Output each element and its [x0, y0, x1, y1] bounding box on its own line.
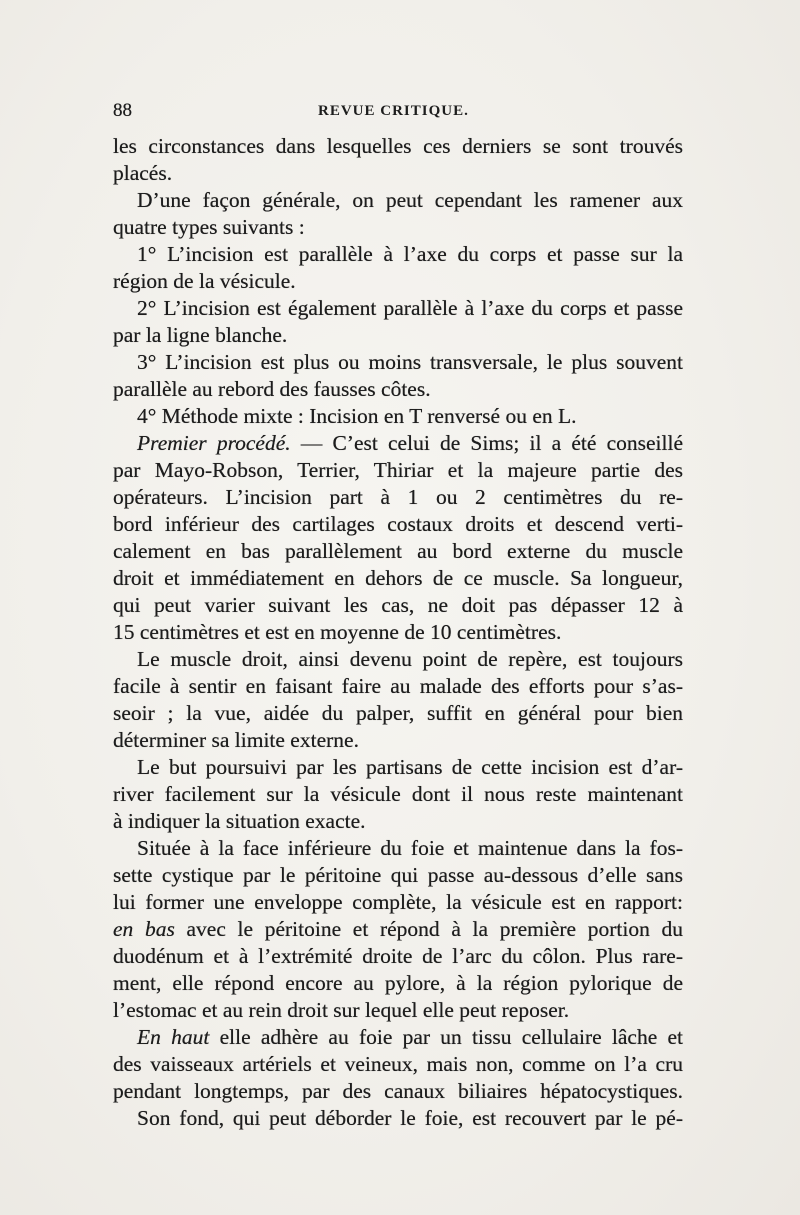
italic-phrase: En haut	[137, 1025, 210, 1049]
text-line: ment, elle répond encore au pylore, à la région pylorique de	[113, 971, 683, 995]
text-line: pendant longtemps, par des canaux biliaires hépatocystiques.	[113, 1079, 683, 1103]
text-line: D’une façon générale, on peut cependant les ramener aux	[137, 188, 683, 212]
italic-phrase: en bas	[113, 917, 175, 941]
text-line: duodénum et à l’extrémité droite de l’arc du côlon. Plus rare-	[113, 944, 683, 968]
text-line: seoir ; la vue, aidée du palper, suffit en général pour bien	[113, 701, 683, 725]
text-line: river facilement sur la vésicule dont il nous reste maintenant	[113, 782, 683, 806]
text-line: les circonstances dans lesquelles ces derniers se sont trouvés	[113, 134, 683, 158]
text-line: déterminer sa limite externe.	[113, 728, 359, 752]
text-line: à indiquer la situation exacte.	[113, 809, 366, 833]
text-line: 1° L’incision est parallèle à l’axe du corps et passe sur la	[137, 242, 683, 266]
text-line: sette cystique par le péritoine qui passe au-dessous d’elle sans	[113, 863, 683, 887]
running-title: REVUE CRITIQUE.	[318, 103, 469, 119]
text-line: par Mayo-Robson, Terrier, Thiriar et la majeure partie des	[113, 458, 683, 482]
text-line: parallèle au rebord des fausses côtes.	[113, 377, 431, 401]
text-line: des vaisseaux artériels et veineux, mais non, comme on l’a cru	[113, 1052, 683, 1076]
text-line: Le muscle droit, ainsi devenu point de repère, est toujours	[137, 647, 683, 671]
text-line: calement en bas parallèlement au bord externe du muscle	[113, 539, 683, 563]
text-line	[113, 1024, 683, 1051]
text-line: Située à la face inférieure du foie et maintenue dans la fos-	[137, 836, 683, 860]
text-line: 15 centimètres et est en moyenne de 10 centimètres.	[113, 620, 562, 644]
text-line: 4° Méthode mixte : Incision en T renversé ou en L.	[137, 404, 577, 428]
text-line: l’estomac et au rein droit sur lequel elle peut reposer.	[113, 998, 570, 1022]
italic-phrase: Premier procédé.	[137, 431, 291, 455]
line-text: elle adhère au foie par un tissu cellulaire lâche et	[219, 1025, 684, 1049]
text-line: par la ligne blanche.	[113, 323, 288, 347]
text-line: 3° L’incision est plus ou moins transversale, le plus souvent	[137, 350, 683, 374]
text-body	[113, 133, 683, 1132]
text-line: opérateurs. L’incision part à 1 ou 2 centimètres du re-	[113, 485, 683, 509]
text-line: 2° L’incision est également parallèle à l’axe du corps et passe	[137, 296, 683, 320]
text-line: qui peut varier suivant les cas, ne doit pas dépasser 12 à	[113, 593, 683, 617]
text-line: facile à sentir en faisant faire au malade des efforts pour s’as-	[113, 674, 683, 698]
text-line	[113, 916, 683, 943]
text-line: région de la vésicule.	[113, 269, 296, 293]
text-line: droit et immédiatement en dehors de ce muscle. Sa longueur,	[113, 566, 683, 590]
line-text: avec le péritoine et répond à la première portion du	[186, 917, 684, 941]
text-line: lui former une enveloppe complète, la vésicule est en rapport:	[113, 890, 683, 914]
text-line: Le but poursuivi par les partisans de cette incision est d’ar-	[137, 755, 683, 779]
page-number: 88	[113, 100, 132, 121]
text-line: bord inférieur des cartilages costaux droits et descend verti-	[113, 512, 683, 536]
text-line: quatre types suivants :	[113, 215, 305, 239]
line-text: — C’est celui de Sims; il a été conseillé	[300, 431, 684, 455]
text-line	[113, 430, 683, 457]
text-line: Son fond, qui peut déborder le foie, est recouvert par le pé-	[137, 1106, 683, 1130]
text-line: placés.	[113, 161, 173, 185]
